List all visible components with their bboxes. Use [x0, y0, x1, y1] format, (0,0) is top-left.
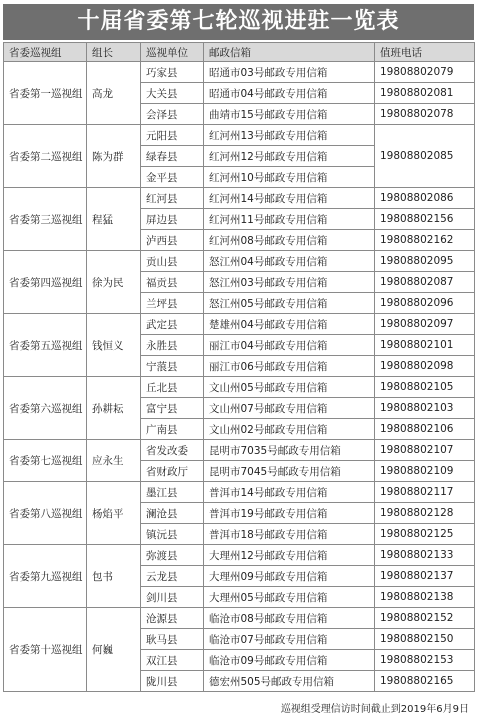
group-name-cell: 省委第十巡视组: [4, 608, 87, 692]
mailbox-cell: 大理州05号邮政专用信箱: [204, 587, 375, 608]
phone-cell: 19808802137: [375, 566, 475, 587]
table-row: [4, 377, 475, 398]
phone-cell: 19808802109: [375, 461, 475, 482]
phone-cell: 19808802107: [375, 440, 475, 461]
header-row: [4, 43, 475, 62]
unit-cell: 绿春县: [141, 146, 204, 167]
phone-cell: 19808802133: [375, 545, 475, 566]
header-mailbox: 邮政信箱: [204, 43, 375, 62]
phone-cell: 19808802150: [375, 629, 475, 650]
mailbox-cell: 文山州05号邮政专用信箱: [204, 377, 375, 398]
table-body: [4, 62, 475, 692]
phone-cell: 19808802079: [375, 62, 475, 83]
unit-cell: 兰坪县: [141, 293, 204, 314]
unit-cell: 泸西县: [141, 230, 204, 251]
leader-cell: 徐为民: [87, 251, 141, 314]
unit-cell: 金平县: [141, 167, 204, 188]
phone-cell: 19808802087: [375, 272, 475, 293]
mailbox-cell: 普洱市14号邮政专用信箱: [204, 482, 375, 503]
mailbox-cell: 大理州12号邮政专用信箱: [204, 545, 375, 566]
leader-cell: 钱恒义: [87, 314, 141, 377]
mailbox-cell: 曲靖市15号邮政专用信箱: [204, 104, 375, 125]
group-name-cell: 省委第六巡视组: [4, 377, 87, 440]
unit-cell: 武定县: [141, 314, 204, 335]
group-name-cell: 省委第二巡视组: [4, 125, 87, 188]
mailbox-cell: 怒江州05号邮政专用信箱: [204, 293, 375, 314]
unit-cell: 云龙县: [141, 566, 204, 587]
phone-cell: 19808802095: [375, 251, 475, 272]
unit-cell: 元阳县: [141, 125, 204, 146]
header-unit: 巡视单位: [141, 43, 204, 62]
unit-cell: 墨江县: [141, 482, 204, 503]
mailbox-cell: 昆明市7045号邮政专用信箱: [204, 461, 375, 482]
header-leader: 组长: [87, 43, 141, 62]
mailbox-cell: 临沧市08号邮政专用信箱: [204, 608, 375, 629]
leader-cell: 包书: [87, 545, 141, 608]
phone-cell: 19808802097: [375, 314, 475, 335]
phone-cell: 19808802106: [375, 419, 475, 440]
phone-cell: 19808802165: [375, 671, 475, 692]
phone-cell: 19808802103: [375, 398, 475, 419]
phone-cell: 19808802101: [375, 335, 475, 356]
mailbox-cell: 红河州14号邮政专用信箱: [204, 188, 375, 209]
leader-cell: 杨焰平: [87, 482, 141, 545]
group-name-cell: 省委第四巡视组: [4, 251, 87, 314]
unit-cell: 永胜县: [141, 335, 204, 356]
mailbox-cell: 昭通市03号邮政专用信箱: [204, 62, 375, 83]
group-name-cell: 省委第九巡视组: [4, 545, 87, 608]
mailbox-cell: 临沧市07号邮政专用信箱: [204, 629, 375, 650]
unit-cell: 宁蒗县: [141, 356, 204, 377]
mailbox-cell: 普洱市19号邮政专用信箱: [204, 503, 375, 524]
unit-cell: 富宁县: [141, 398, 204, 419]
unit-cell: 剑川县: [141, 587, 204, 608]
mailbox-cell: 文山州07号邮政专用信箱: [204, 398, 375, 419]
mailbox-cell: 临沧市09号邮政专用信箱: [204, 650, 375, 671]
leader-cell: 陈为群: [87, 125, 141, 188]
group-name-cell: 省委第八巡视组: [4, 482, 87, 545]
mailbox-cell: 文山州02号邮政专用信箱: [204, 419, 375, 440]
leader-cell: 高龙: [87, 62, 141, 125]
footnote: 巡视组受理信访时间截止到2019年6月9日: [280, 704, 469, 715]
unit-cell: 沧源县: [141, 608, 204, 629]
phone-cell: 19808802117: [375, 482, 475, 503]
page-title: 十届省委第七轮巡视进驻一览表: [3, 4, 474, 40]
unit-cell: 澜沧县: [141, 503, 204, 524]
unit-cell: 屏边县: [141, 209, 204, 230]
unit-cell: 丘北县: [141, 377, 204, 398]
mailbox-cell: 怒江州04号邮政专用信箱: [204, 251, 375, 272]
table-row: [4, 482, 475, 503]
mailbox-cell: 大理州09号邮政专用信箱: [204, 566, 375, 587]
table-header: [4, 43, 475, 62]
phone-cell: 19808802152: [375, 608, 475, 629]
phone-cell: 19808802098: [375, 356, 475, 377]
table-row: [4, 188, 475, 209]
leader-cell: 程猛: [87, 188, 141, 251]
phone-cell: 19808802096: [375, 293, 475, 314]
mailbox-cell: 昭通市04号邮政专用信箱: [204, 83, 375, 104]
phone-cell: 19808802105: [375, 377, 475, 398]
phone-cell: 19808802162: [375, 230, 475, 251]
unit-cell: 福贡县: [141, 272, 204, 293]
mailbox-cell: 怒江州03号邮政专用信箱: [204, 272, 375, 293]
unit-cell: 省发改委: [141, 440, 204, 461]
phone-cell: 19808802125: [375, 524, 475, 545]
mailbox-cell: 红河州12号邮政专用信箱: [204, 146, 375, 167]
unit-cell: 省财政厅: [141, 461, 204, 482]
mailbox-cell: 红河州08号邮政专用信箱: [204, 230, 375, 251]
phone-cell: 19808802081: [375, 83, 475, 104]
mailbox-cell: 红河州13号邮政专用信箱: [204, 125, 375, 146]
mailbox-cell: 普洱市18号邮政专用信箱: [204, 524, 375, 545]
leader-cell: 应永生: [87, 440, 141, 482]
table-row: [4, 440, 475, 461]
mailbox-cell: 丽江市04号邮政专用信箱: [204, 335, 375, 356]
mailbox-cell: 丽江市06号邮政专用信箱: [204, 356, 375, 377]
mailbox-cell: 红河州11号邮政专用信箱: [204, 209, 375, 230]
table-row: [4, 125, 475, 146]
group-name-cell: 省委第七巡视组: [4, 440, 87, 482]
unit-cell: 广南县: [141, 419, 204, 440]
mailbox-cell: 昆明市7035号邮政专用信箱: [204, 440, 375, 461]
unit-cell: 大关县: [141, 83, 204, 104]
group-name-cell: 省委第三巡视组: [4, 188, 87, 251]
group-name-cell: 省委第五巡视组: [4, 314, 87, 377]
table-row: [4, 314, 475, 335]
mailbox-cell: 楚雄州04号邮政专用信箱: [204, 314, 375, 335]
phone-cell: 19808802078: [375, 104, 475, 125]
mailbox-cell: 红河州10号邮政专用信箱: [204, 167, 375, 188]
table-row: [4, 545, 475, 566]
phone-cell: 19808802085: [375, 125, 475, 188]
header-group: 省委巡视组: [4, 43, 87, 62]
table-row: [4, 608, 475, 629]
inspection-table: [3, 42, 475, 692]
table-row: [4, 251, 475, 272]
leader-cell: 何巍: [87, 608, 141, 692]
phone-cell: 19808802128: [375, 503, 475, 524]
phone-cell: 19808802156: [375, 209, 475, 230]
group-name-cell: 省委第一巡视组: [4, 62, 87, 125]
leader-cell: 孙耕耘: [87, 377, 141, 440]
unit-cell: 巧家县: [141, 62, 204, 83]
header-phone: 值班电话: [375, 43, 475, 62]
table-row: [4, 62, 475, 83]
phone-cell: 19808802086: [375, 188, 475, 209]
unit-cell: 耿马县: [141, 629, 204, 650]
unit-cell: 贡山县: [141, 251, 204, 272]
unit-cell: 红河县: [141, 188, 204, 209]
phone-cell: 19808802138: [375, 587, 475, 608]
unit-cell: 弥渡县: [141, 545, 204, 566]
unit-cell: 陇川县: [141, 671, 204, 692]
unit-cell: 双江县: [141, 650, 204, 671]
unit-cell: 镇沅县: [141, 524, 204, 545]
mailbox-cell: 德宏州505号邮政专用信箱: [204, 671, 375, 692]
unit-cell: 会泽县: [141, 104, 204, 125]
phone-cell: 19808802153: [375, 650, 475, 671]
